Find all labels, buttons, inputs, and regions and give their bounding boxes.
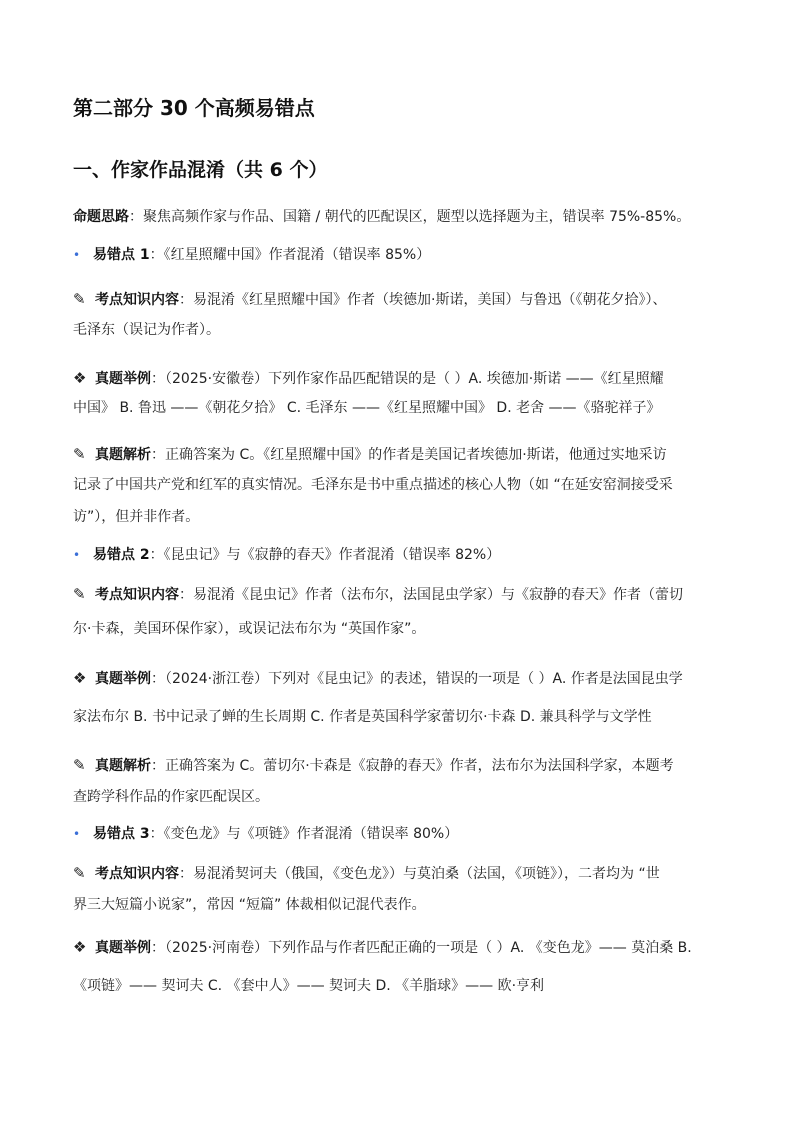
point-3-knowledge-line-2: 界三大短篇小说家”，常因 “短篇” 体裁相似记混代表作。: [73, 897, 426, 913]
knowledge-label: 考点知识内容: [95, 866, 179, 882]
pencil-icon: ✎: [73, 585, 86, 603]
bullet-icon: •: [73, 548, 81, 562]
point-2-example-line-1: [73, 668, 683, 689]
example-text: ：（2024·浙江卷）下列对《昆虫记》的表述，错误的一项是（ ）A. 作者是法国昆虫学: [151, 671, 683, 687]
intro-label: 命题思路: [73, 209, 129, 225]
point-2-knowledge-line-1: [73, 584, 683, 605]
diamond-icon: ❖: [73, 369, 87, 387]
point-3-example-line-1: [73, 937, 692, 958]
point-2-title: ：《昆虫记》与《寂静的春天》作者混淆（错误率 82%）: [149, 547, 501, 563]
analysis-label: 真题解析: [95, 758, 151, 774]
point-1-example-line-2: 中国》 B. 鲁迅 ——《朝花夕拾》 C. 毛泽东 ——《红星照耀中国》 D. 老舍 ——《骆驼祥子》: [73, 400, 661, 416]
analysis-label: 真题解析: [95, 447, 151, 463]
diamond-icon: ❖: [73, 938, 87, 956]
point-2-heading: [73, 545, 500, 565]
example-label: 真题举例: [95, 671, 151, 687]
point-1-analysis-line-2: 记录了中国共产党和红军的真实情况。毛泽东是书中重点描述的核心人物（如 “在延安窑洞接受采: [73, 477, 673, 493]
intro-paragraph: [73, 207, 690, 227]
point-2-knowledge-line-2: 尔·卡森，美国环保作家），或误记法布尔为 “英国作家”。: [73, 621, 426, 637]
point-1-example-line-1: [73, 368, 664, 389]
pen-icon: ✎: [73, 756, 86, 774]
knowledge-text: ：易混淆《昆虫记》作者（法布尔，法国昆虫学家）与《寂静的春天》作者（蕾切: [179, 587, 683, 603]
point-3-knowledge-line-1: [73, 863, 660, 884]
intro-text: ：聚焦高频作家与作品、国籍 / 朝代的匹配误区，题型以选择题为主，错误率 75%-85%。: [129, 209, 691, 225]
knowledge-text: ：易混淆《红星照耀中国》作者（埃德加·斯诺，美国）与鲁迅（《朝花夕拾》）、: [179, 292, 667, 308]
section-heading: 一、作家作品混淆（共 6 个）: [73, 159, 328, 181]
knowledge-label: 考点知识内容: [95, 292, 179, 308]
point-2-example-line-2: 家法布尔 B. 书中记录了蝉的生长周期 C. 作者是英国科学家蕾切尔·卡森 D. 兼具科学与文学性: [73, 709, 652, 725]
example-text: ：（2025·河南卷）下列作品与作者匹配正确的一项是（ ）A. 《变色龙》—— 莫泊桑 B.: [151, 940, 692, 956]
point-1-label: 易错点 1: [93, 247, 150, 263]
example-label: 真题举例: [95, 371, 151, 387]
pencil-icon: ✎: [73, 864, 86, 882]
point-1-heading: [73, 245, 430, 265]
point-3-example-line-2: 《项链》—— 契诃夫 C. 《套中人》—— 契诃夫 D. 《羊脂球》—— 欧·亨利: [73, 978, 545, 994]
pencil-icon: ✎: [73, 290, 86, 308]
pen-icon: ✎: [73, 445, 86, 463]
analysis-text: ：正确答案为 C。《红星照耀中国》的作者是美国记者埃德加·斯诺，他通过实地采访: [151, 447, 667, 463]
point-3-label: 易错点 3: [93, 826, 150, 842]
knowledge-label: 考点知识内容: [95, 587, 179, 603]
point-1-knowledge-line-2: 毛泽东（误记为作者）。: [73, 322, 220, 338]
point-1-analysis-line-1: [73, 444, 667, 465]
point-1-knowledge-line-1: [73, 289, 666, 310]
example-label: 真题举例: [95, 940, 151, 956]
page-title: 第二部分 30 个高频易错点: [73, 96, 315, 120]
point-2-label: 易错点 2: [93, 547, 150, 563]
analysis-text: ：正确答案为 C。蕾切尔·卡森是《寂静的春天》作者，法布尔为法国科学家，本题考: [151, 758, 674, 774]
point-3-heading: [73, 824, 458, 844]
bullet-icon: •: [73, 827, 81, 841]
bullet-icon: •: [73, 248, 81, 262]
point-2-analysis-line-2: 查跨学科作品的作家匹配误区。: [73, 789, 269, 805]
diamond-icon: ❖: [73, 669, 87, 687]
point-3-title: ：《变色龙》与《项链》作者混淆（错误率 80%）: [149, 826, 459, 842]
point-1-analysis-line-3: 访”），但并非作者。: [73, 509, 200, 525]
point-1-title: ：《红星照耀中国》作者混淆（错误率 85%）: [149, 247, 431, 263]
knowledge-text: ：易混淆契诃夫（俄国，《变色龙》）与莫泊桑（法国，《项链》），二者均为 “世: [179, 866, 660, 882]
point-2-analysis-line-1: [73, 755, 674, 776]
example-text: ：（2025·安徽卷）下列作家作品匹配错误的是（ ）A. 埃德加·斯诺 ——《红星照耀: [151, 371, 664, 387]
